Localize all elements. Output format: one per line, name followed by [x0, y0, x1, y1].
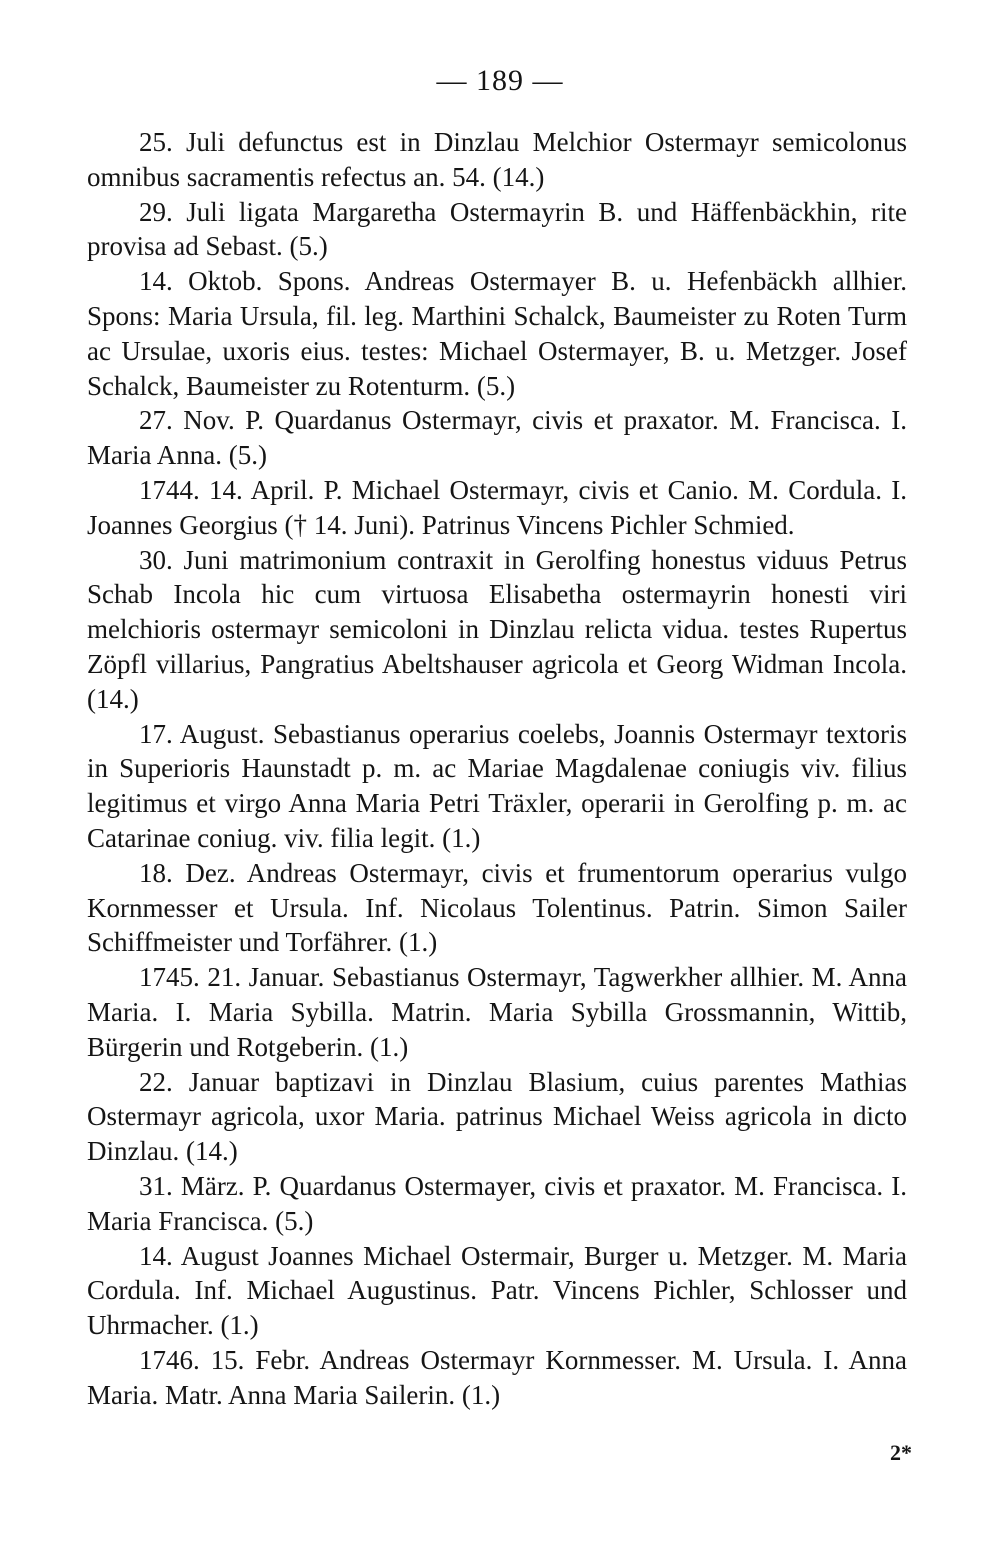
entry: 29. Juli ligata Margaretha Ostermayrin B. und Häffenbäckhin, rite provisa ad Sebast. (5.) [87, 196, 907, 262]
entry: 30. Juni matrimonium contraxit in Gerolfing honestus viduus Petrus Schab Incola hic cum virtuosa Elisabetha ostermayrin honesti viri melchioris ostermayr semicoloni in Dinzlau relicta vidua. testes Rupertus Zöpfl villarius, Pangratius Abeltshauser agricola et Georg Widman Incola. (14.) [87, 544, 907, 714]
entry: 1746. 15. Febr. Andreas Ostermayr Kornmesser. M. Ursula. I. Anna Maria. Matr. Anna Maria Sailerin. (1.) [87, 1344, 907, 1410]
entry: 1745. 21. Januar. Sebastianus Ostermayr, Tagwerkher allhier. M. Anna Maria. I. Maria Sybilla. Matrin. Maria Sybilla Grossmannin, Wittib, Bürgerin und Rotgeberin. (1.) [87, 962, 907, 1062]
entry: 1744. 14. April. P. Michael Ostermayr, civis et Canio. M. Cordula. I. Joannes Georgius († 14. Juni). Patrinus Vincens Pichler Schmied. [87, 474, 907, 540]
entry: 14. Oktob. Spons. Andreas Ostermayer B. u. Hefenbäckh allhier. Spons: Maria Ursula, fil. leg. Marthini Schalck, Baumeister zu Roten Turm ac Ursulae, uxoris eius. testes: Michael Ostermayer, B. u. Metzger. Josef Schalck, Baumeister zu Rotenturm. (5.) [87, 266, 907, 401]
entry: 18. Dez. Andreas Ostermayr, civis et frumentorum operarius vulgo Kornmesser et Ursula. Inf. Nicolaus Tolentinus. Patrin. Simon Sailer Schiffmeister und Torfährer. (1.) [87, 857, 907, 958]
entry: 31. März. P. Quardanus Ostermayer, civis et praxator. M. Francisca. I. Maria Francisca. (5.) [87, 1170, 907, 1236]
entry: 17. August. Sebastianus operarius coelebs, Joannis Ostermayr textoris in Superioris Haunstadt p. m. ac Mariae Magdalenae coniugis viv. filius legitimus et virgo Anna Maria Petri Träxler, operarii in Gerolfing p. m. ac Catarinae coniug. viv. filia legit. (1.) [87, 718, 907, 853]
entry: 14. August Joannes Michael Ostermair, Burger u. Metzger. M. Maria Cordula. Inf. Michael Augustinus. Patr. Vincens Pichler, Schlosser und Uhrmacher. (1.) [87, 1240, 907, 1341]
entry: 25. Juli defunctus est in Dinzlau Melchior Ostermayr semicolonus omnibus sacramentis refectus an. 54. (14.) [87, 127, 907, 192]
body-text [87, 125, 907, 1412]
entry: 27. Nov. P. Quardanus Ostermayr, civis et praxator. M. Francisca. I. Maria Anna. (5.) [87, 405, 907, 471]
page-number: — 189 — [436, 64, 564, 97]
signature-mark: 2* [890, 1440, 912, 1465]
entry: 22. Januar baptizavi in Dinzlau Blasium, cuius parentes Mathias Ostermayr agricola, uxor Maria. patrinus Michael Weiss agricola in dicto Dinzlau. (14.) [87, 1066, 907, 1167]
